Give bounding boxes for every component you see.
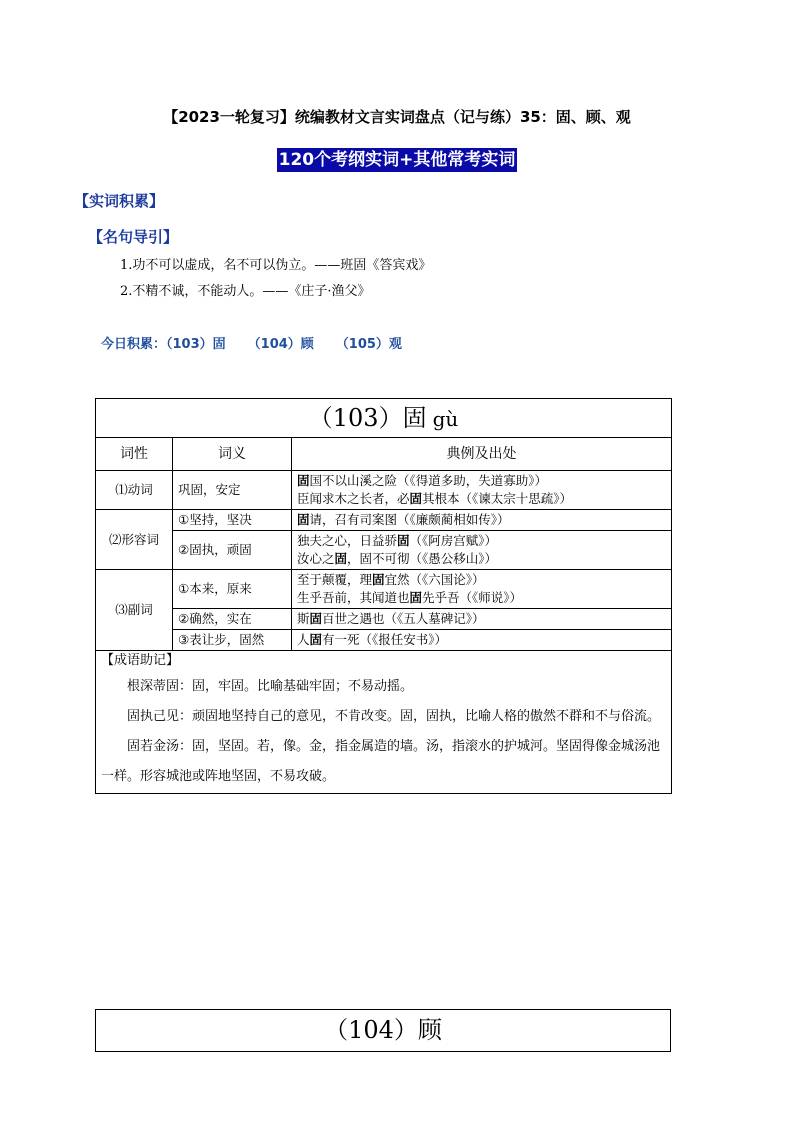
table-row <box>96 609 672 630</box>
example-line: 至于颠覆，理固宜然（《六国论》） <box>297 572 485 587</box>
part-of-speech: ⑵形容词 <box>96 510 173 570</box>
today-accumulation <box>101 333 424 352</box>
meaning-cell: ③表让步，固然 <box>173 630 292 651</box>
example-line: 固请，召有司案图（《廉颇蔺相如传》） <box>297 512 510 527</box>
today-item: （103）固 <box>166 337 226 352</box>
table-row <box>96 471 672 510</box>
example-line: 斯固百世之遇也（《五人墓碑记》） <box>297 611 485 626</box>
example-line: 人固有一死（《报任安书》） <box>297 632 448 647</box>
quotes-heading: 【名句导引】 <box>88 228 179 246</box>
example-line: 独夫之心，日益骄固（《阿房宫赋》） <box>297 533 498 548</box>
meaning-cell: ②确然，实在 <box>173 609 292 630</box>
table-row <box>96 531 672 570</box>
example-cell <box>292 609 672 630</box>
example-line: 汝心之固，固不可彻（《愚公移山》） <box>297 551 498 566</box>
subtitle-banner: 120个考纲实词+其他常考实词 <box>278 150 516 170</box>
example-cell <box>292 471 672 510</box>
meaning-cell: ①坚持，坚决 <box>173 510 292 531</box>
example-line: 生乎吾前，其闻道也固先乎吾（《师说》） <box>297 590 523 605</box>
word-title: （103）固 <box>308 403 427 432</box>
column-header: 词义 <box>173 438 292 471</box>
idiom-notes <box>96 651 672 794</box>
idiom-entry: 固执己见：顽固地坚持自己的意见，不肯改变。固，固执，比喻人格的傲然不群和不与俗流。 <box>127 709 661 724</box>
table-row <box>96 510 672 531</box>
idiom-label: 【成语助记】 <box>101 653 180 668</box>
example-cell <box>292 531 672 570</box>
section-heading: 【实词积累】 <box>74 192 165 210</box>
example-line: 固国不以山溪之险（《得道多助，失道寡助》） <box>297 473 548 488</box>
example-cell <box>292 510 672 531</box>
example-cell <box>292 630 672 651</box>
idiom-notes-row <box>96 651 672 794</box>
idiom-entry: 根深蒂固：固，牢固。比喻基础牢固；不易动摇。 <box>127 679 414 694</box>
idiom-entry: 固若金汤：固，坚固。若，像。金，指金属造的墙。汤，指滚水的护城河。坚固得像金城汤池一样。形容城池或阵地坚固，不易攻破。 <box>101 739 661 784</box>
column-header: 典例及出处 <box>292 438 672 471</box>
part-of-speech: ⑴动词 <box>96 471 173 510</box>
quote-line: 2.不精不诚，不能动人。——《庄子·渔父》 <box>120 284 371 299</box>
meaning-cell: ①本来，原来 <box>173 570 292 609</box>
quote-line: 1.功不可以虚成，名不可以伪立。——班固《答宾戏》 <box>120 258 432 273</box>
word-pinyin: gù <box>432 406 459 431</box>
example-line: 臣闻求木之长者，必固其根本（《谏太宗十思疏》） <box>297 491 573 506</box>
document-title: 【2023一轮复习】统编教材文言实词盘点（记与练）35：固、顾、观 <box>163 108 631 126</box>
example-cell <box>292 570 672 609</box>
today-item: （104）顾 <box>247 337 314 352</box>
meaning-cell: ②固执，顽固 <box>173 531 292 570</box>
table-row <box>96 630 672 651</box>
column-header: 词性 <box>96 438 173 471</box>
today-item: （105）观 <box>335 337 402 352</box>
word-table-103 <box>95 398 672 794</box>
table-header-row <box>96 438 672 471</box>
word-heading <box>96 399 672 438</box>
part-of-speech: ⑶副词 <box>96 570 173 651</box>
today-label: 今日积累： <box>101 337 167 352</box>
word-heading-104: （104）顾 <box>95 1009 671 1052</box>
table-row <box>96 570 672 609</box>
meaning-cell: 巩固，安定 <box>173 471 292 510</box>
